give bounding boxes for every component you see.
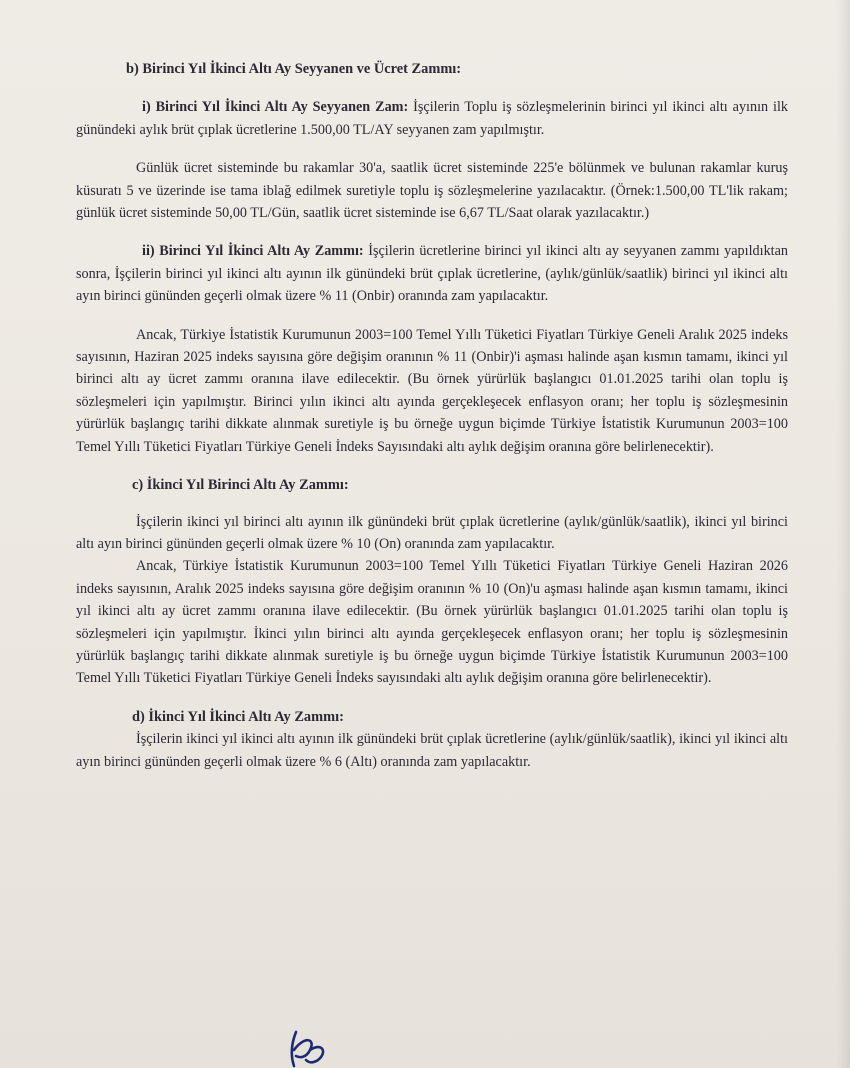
- section-c-heading: c) İkinci Yıl Birinci Altı Ay Zammı:: [132, 477, 349, 494]
- section-b-ancak-paragraph: Ancak, Türkiye İstatistik Kurumunun 2003=100 Temel Yıllı Tüketici Fiyatları Türkiye Geneli Aralık 2025 indeks sayısının, Haziran 2025 indeks sayısına göre değişim oranının % 11 (Onbir)'i aşması halinde aşan kısmın tamamı, ikinci yıl birinci altı ay ücret zammı oranına ilave edilecektir. (Bu örnek yürürlük başlangıcı 01.01.2025 tarihi olan toplu iş sözleşmeleri için yapılmıştır. Birinci yılın ikinci altı ayında gerçekleşecek enflasyon oranı; her toplu iş sözleşmesinin yürürlük başlangıç tarihi dikkate alınmak suretiyle iş bu örneğe uygun biçimde Türkiye İstatistik Kurumunun 2003=100 Temel Yıllı Tüketici Fiyatları Türkiye Geneli İndeks Sayısındaki altı aylık değişim oranına göre belirlenecektir).: [76, 326, 788, 455]
- section-b-sub-ii-paragraph: [76, 240, 788, 307]
- section-b-sub-ii-text: İşçilerin ücretlerine birinci yıl ikinci altı ay seyyanen zammı yapıldıktan sonra, İşçilerin birinci yıl ikinci altı ayının ilk günündeki brüt çıplak ücretlerine, (aylık/günlük/saatlik) birinci yıl ikinci altı ayın birinci gününden geçerli olmak üzere % 11 (Onbir) oranında zam yapılacaktır.: [76, 243, 788, 305]
- section-c-paragraph-1: İşçilerin ikinci yıl birinci altı ayının ilk günündeki brüt çıplak ücretlerine (aylık/günlük/saatlik), ikinci yıl birinci altı ayın birinci gününden geçerli olmak üzere % 10 (On) oranında zam yapılacaktır.: [76, 513, 788, 552]
- section-b-daily-paragraph: Günlük ücret sisteminde bu rakamlar 30'a, saatlik ücret sisteminde 225'e bölünmek ve bulunan rakamlar kuruş küsuratı 5 ve üzerinde ise tama iblağ edilmek suretiyle toplu iş sözleşmelerine yazılacaktır. (Örnek:1.500,00 TL'lik rakam; günlük ücret sisteminde 50,00 TL/Gün, saatlik ücret sisteminde ise 6,67 TL/Saat olarak yazılacaktır.): [76, 160, 788, 222]
- section-b-sub-i-label: i) Birinci Yıl İkinci Altı Ay Seyyanen Zam:: [142, 99, 409, 116]
- section-b-heading: b) Birinci Yıl İkinci Altı Ay Seyyanen ve Ücret Zammı:: [126, 61, 462, 77]
- page-edge-shadow: [836, 0, 850, 1068]
- section-b-sub-i-paragraph: [76, 96, 788, 141]
- section-d-paragraph-1: İşçilerin ikinci yıl ikinci altı ayının ilk günündeki brüt çıplak ücretlerine (aylık/günlük/saatlik), ikinci yıl ikinci altı ayın birinci gününden geçerli olmak üzere % 6 (Altı) oranında zam yapılacaktır.: [76, 731, 788, 770]
- handwritten-signature-icon: [282, 1028, 352, 1068]
- section-b-sub-ii-label: ii) Birinci Yıl İkinci Altı Ay Zammı:: [142, 243, 364, 260]
- section-b-sub-i-text: İşçilerin Toplu iş sözleşmelerinin birinci yıl ikinci altı ayının ilk günündeki aylık brüt çıplak ücretlerine 1.500,00 TL/AY seyyanen zam yapılmıştır.: [76, 99, 789, 138]
- section-c-ancak-paragraph: Ancak, Türkiye İstatistik Kurumunun 2003=100 Temel Yıllı Tüketici Fiyatları Türkiye Geneli Haziran 2026 indeks sayısının, Aralık 2025 indeks sayısına göre değişim oranının % 10 (On)'u aşması halinde aşan kısmın tamamı, ikinci yıl ikinci altı ay ücret zammı oranına ilave edilecektir. (Bu örnek yürürlük başlangıcı 01.01.2025 tarihi olan toplu iş sözleşmeleri için yapılmıştır. İkinci yılın birinci altı ayında gerçekleşecek enflasyon oranı; her toplu iş sözleşmesinin yürürlük başlangıç tarihi dikkate alınmak suretiyle iş bu örneğe uygun biçimde Türkiye İstatistik Kurumunun 2003=100 Temel Yıllı Tüketici Fiyatları Türkiye Geneli İndeks sayısındaki altı aylık değişim oranına göre belirlenecektir).: [76, 558, 788, 687]
- section-d-heading: d) İkinci Yıl İkinci Altı Ay Zammı:: [132, 708, 344, 725]
